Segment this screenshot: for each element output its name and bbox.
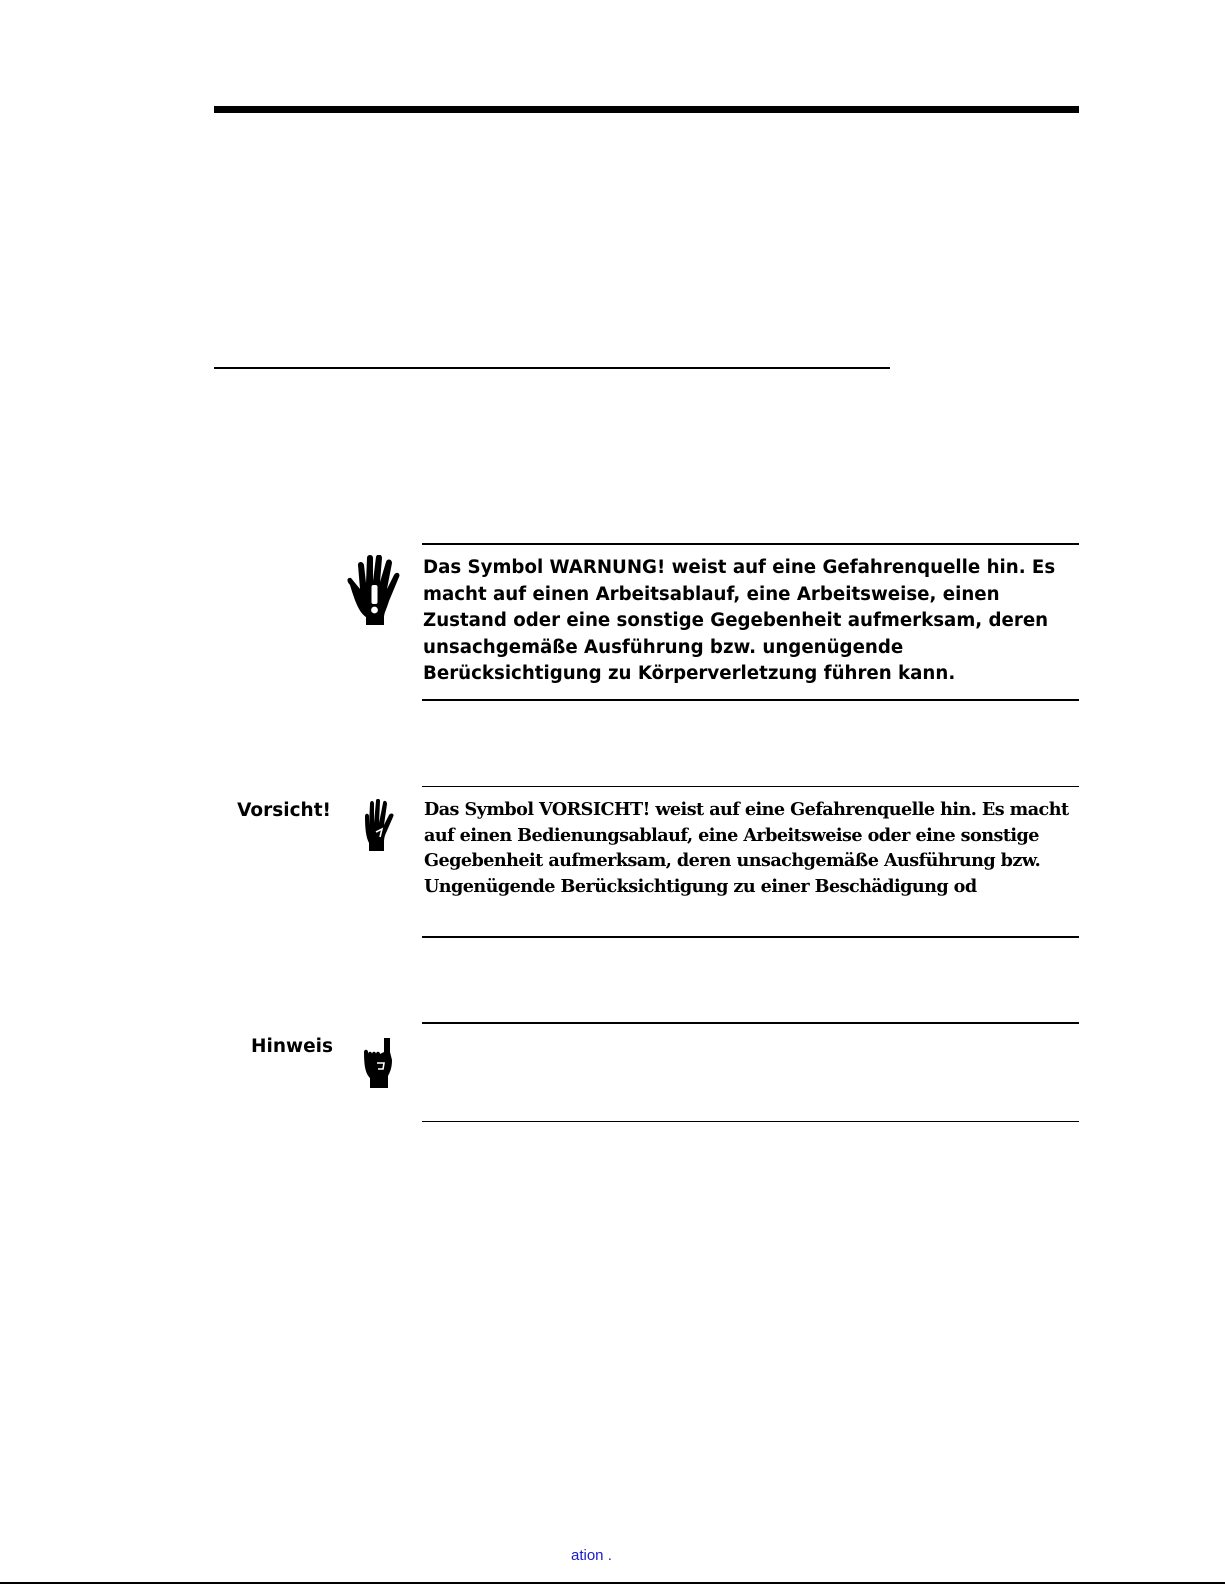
warning-text: Das Symbol WARNUNG! weist auf eine Gefahrenquelle hin. Es macht auf einen Arbeitsablauf, eine Arbeitsweise, einen Zustand oder eine sonstige Gegebenheit aufmerksam, deren unsachgemäße Ausführung bzw. ungenügende Berücksichtigung zu Körperverletzung führen kann. [423, 557, 1056, 684]
caution-text: Das Symbol VORSICHT! weist auf eine Gefahrenquelle hin. Es macht auf einen Bedienungsablauf, eine Arbeitsweise oder eine sonstige Gegebenheit aufmerksam, deren unsachgemäße Ausführung bzw. Ungenügende Berücksichtigung zu einer Beschädigung od [424, 799, 1069, 897]
raised-hand-icon [362, 799, 396, 851]
section-rule [214, 367, 890, 369]
page-bottom-rule [0, 1582, 1225, 1584]
caution-top-rule [422, 786, 1079, 787]
footer-text: ation . [571, 1547, 612, 1564]
caution-label: Vorsicht! [237, 800, 331, 821]
note-top-rule [422, 1022, 1079, 1024]
note-bottom-rule [422, 1121, 1079, 1122]
pointing-hand-icon [362, 1038, 396, 1088]
caution-bottom-rule [422, 936, 1079, 938]
stop-hand-warning-icon [344, 555, 414, 625]
warning-top-rule [422, 543, 1079, 545]
header-rule [214, 106, 1079, 113]
note-label: Hinweis [251, 1036, 333, 1057]
warning-bottom-rule [422, 699, 1079, 701]
